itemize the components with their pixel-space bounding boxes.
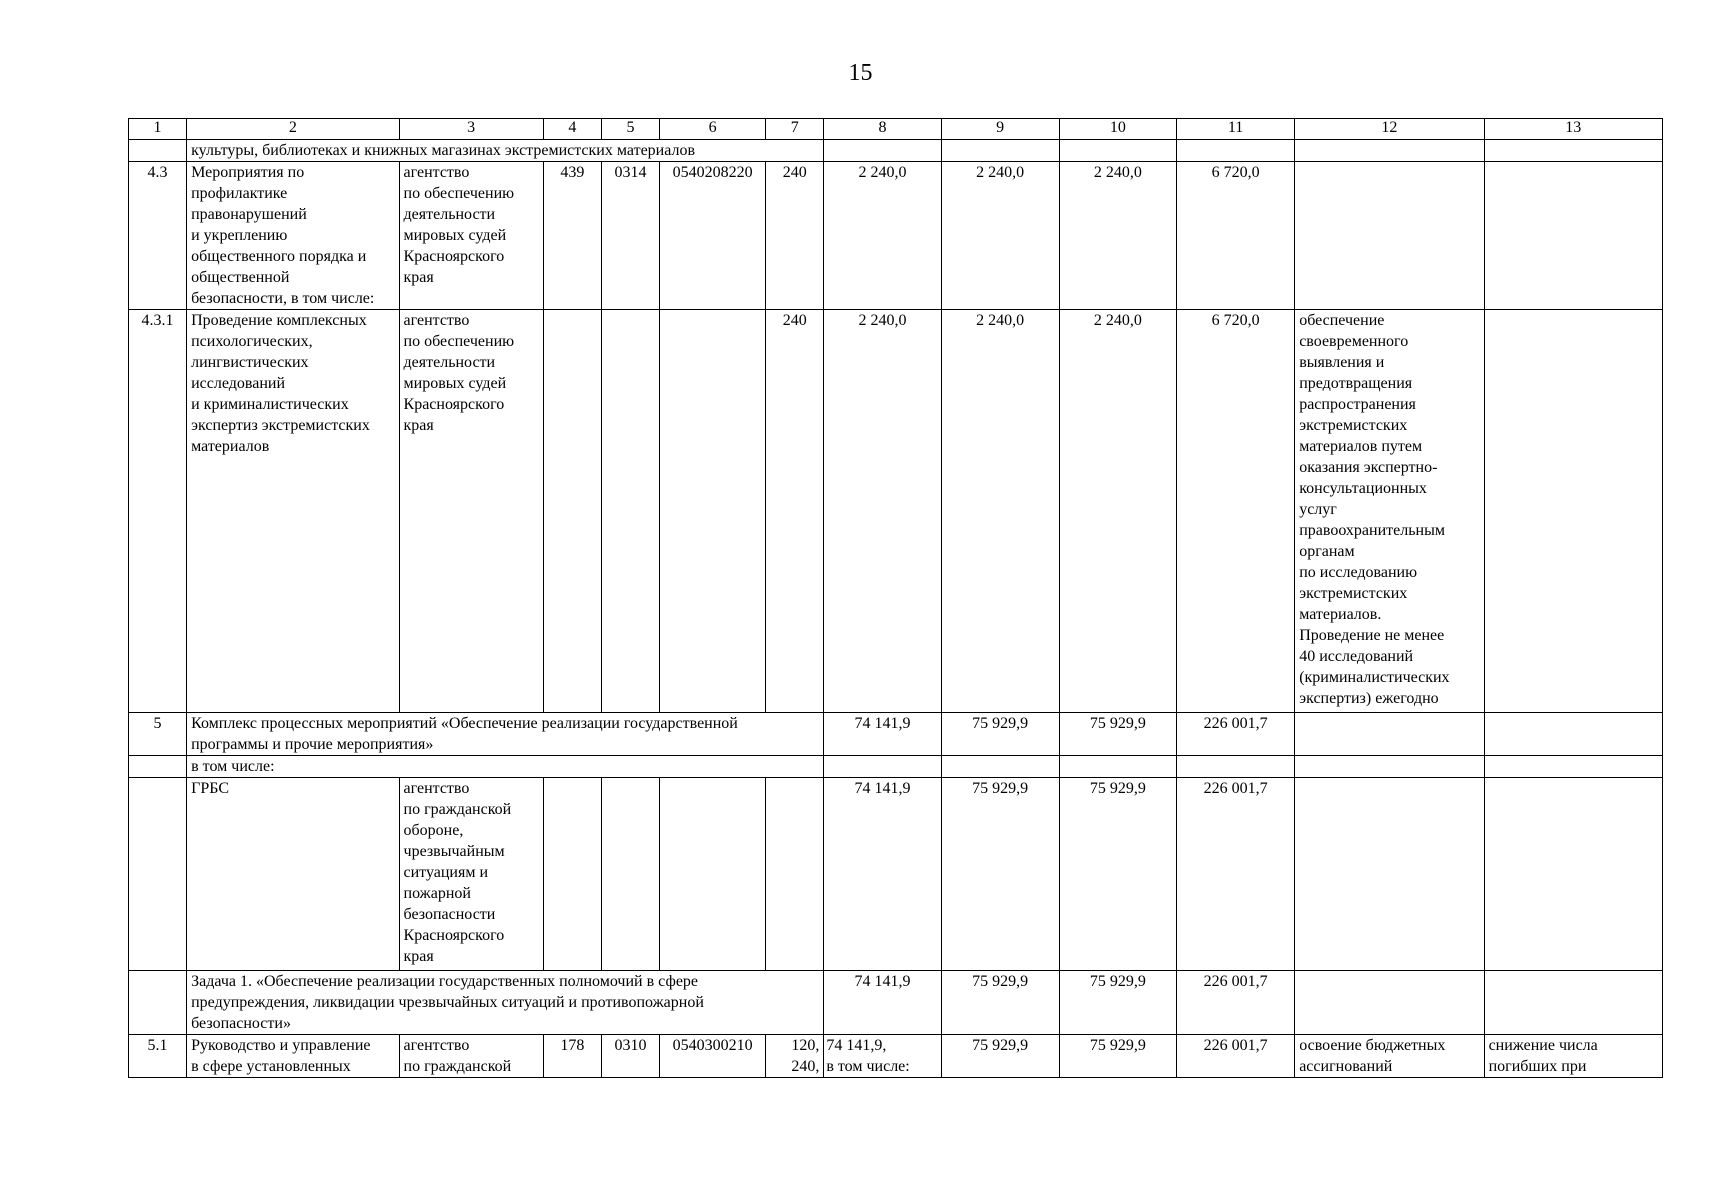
cell-year2: 2 240,0 bbox=[941, 310, 1059, 713]
agency-name: агентство по обеспечению деятельности мировых судей Красноярского края bbox=[399, 162, 543, 310]
cell-grbs-code bbox=[543, 310, 601, 713]
col-header: 11 bbox=[1176, 119, 1294, 140]
cell-year2: 2 240,0 bbox=[941, 162, 1059, 310]
cell-year2: 75 929,9 bbox=[941, 971, 1059, 1035]
cell-year1: 74 141,9 bbox=[824, 778, 941, 971]
cell-year3: 75 929,9 bbox=[1059, 971, 1176, 1035]
row-number: 5.1 bbox=[129, 1035, 187, 1078]
col-header: 12 bbox=[1295, 119, 1484, 140]
cell-total: 6 720,0 bbox=[1176, 162, 1294, 310]
complex-title: Комплекс процессных мероприятий «Обеспечение реализации государственной программы и прочие мероприятия» bbox=[187, 713, 824, 756]
agency-name: агентство по гражданской обороне, чрезвычайным ситуациям и пожарной безопасности Красноярского края bbox=[399, 778, 543, 971]
cell-total: 226 001,7 bbox=[1176, 971, 1294, 1035]
cell-year2: 75 929,9 bbox=[941, 1035, 1059, 1078]
cell-expense-code: 240 bbox=[766, 310, 824, 713]
cell-year1: 74 141,9 bbox=[824, 971, 941, 1035]
continuation-row bbox=[129, 140, 1663, 162]
col-header: 10 bbox=[1059, 119, 1176, 140]
cell-expense-code: 240 bbox=[766, 162, 824, 310]
including-label: в том числе: bbox=[187, 756, 824, 778]
cell-grbs-code: 178 bbox=[543, 1035, 601, 1078]
cell-total: 226 001,7 bbox=[1176, 778, 1294, 971]
col-header: 5 bbox=[601, 119, 659, 140]
measure-name: Мероприятия по профилактике правонарушений и укреплению общественного порядка и общественной безопасности, в том числе: bbox=[187, 162, 399, 310]
table-row bbox=[129, 756, 1663, 778]
task-title: Задача 1. «Обеспечение реализации государственных полномочий в сфере предупреждения, ликвидации чрезвычайных ситуаций и противопожарной безопасности» bbox=[187, 971, 824, 1035]
col-header: 4 bbox=[543, 119, 601, 140]
cell-indicator: снижение числа погибших при bbox=[1484, 1035, 1662, 1078]
cell-year1: 2 240,0 bbox=[824, 310, 941, 713]
col-header: 3 bbox=[399, 119, 543, 140]
cell-section-code: 0310 bbox=[601, 1035, 659, 1078]
agency-name: агентство по обеспечению деятельности мировых судей Красноярского края bbox=[399, 310, 543, 713]
cell-section-code: 0314 bbox=[601, 162, 659, 310]
col-header: 1 bbox=[129, 119, 187, 140]
column-numbers-row bbox=[129, 119, 1663, 140]
table-row bbox=[129, 778, 1663, 971]
cell-target-code: 0540300210 bbox=[660, 1035, 766, 1078]
page-number: 15 bbox=[848, 60, 873, 86]
col-header: 7 bbox=[766, 119, 824, 140]
cell-year2: 75 929,9 bbox=[941, 713, 1059, 756]
table-row bbox=[129, 971, 1663, 1035]
cell-total: 226 001,7 bbox=[1176, 1035, 1294, 1078]
cell-indicator bbox=[1484, 162, 1662, 310]
col-header: 8 bbox=[824, 119, 941, 140]
row-number: 5 bbox=[129, 713, 187, 756]
measure-name: Руководство и управление в сфере установленных bbox=[187, 1035, 399, 1078]
cell-year3: 75 929,9 bbox=[1059, 1035, 1176, 1078]
col-header: 6 bbox=[660, 119, 766, 140]
cell-year1: 74 141,9 bbox=[824, 713, 941, 756]
row-number: 4.3 bbox=[129, 162, 187, 310]
table-row bbox=[129, 162, 1663, 310]
cell-total: 6 720,0 bbox=[1176, 310, 1294, 713]
cell-year3: 75 929,9 bbox=[1059, 778, 1176, 971]
col-header: 9 bbox=[941, 119, 1059, 140]
cell-year3: 2 240,0 bbox=[1059, 310, 1176, 713]
cell-total: 226 001,7 bbox=[1176, 713, 1294, 756]
cell-year1: 74 141,9, в том числе: bbox=[824, 1035, 941, 1078]
cell-year2: 75 929,9 bbox=[941, 778, 1059, 971]
program-table bbox=[128, 118, 1663, 1078]
cell-year3: 2 240,0 bbox=[1059, 162, 1176, 310]
cell-expense-code: 120, 240, bbox=[766, 1035, 824, 1078]
cell-grbs-code: 439 bbox=[543, 162, 601, 310]
cell-target-code bbox=[660, 310, 766, 713]
table-row bbox=[129, 310, 1663, 713]
continuation-text: культуры, библиотеках и книжных магазинах экстремистских материалов bbox=[187, 140, 824, 162]
measure-name: Проведение комплексных психологических, лингвистических исследований и криминалистических экспертиз экстремистских материалов bbox=[187, 310, 399, 713]
cell-year1: 2 240,0 bbox=[824, 162, 941, 310]
agency-name: агентство по гражданской bbox=[399, 1035, 543, 1078]
cell-indicator bbox=[1484, 310, 1662, 713]
grbs-label: ГРБС bbox=[187, 778, 399, 971]
row-number: 4.3.1 bbox=[129, 310, 187, 713]
table-row bbox=[129, 713, 1663, 756]
table-row bbox=[129, 1035, 1663, 1078]
col-header: 2 bbox=[187, 119, 399, 140]
col-header: 13 bbox=[1484, 119, 1662, 140]
cell-section-code bbox=[601, 310, 659, 713]
cell-target-code: 0540208220 bbox=[660, 162, 766, 310]
cell-result bbox=[1295, 162, 1484, 310]
cell-result: обеспечение своевременного выявления и предотвращения распространения экстремистских материалов путем оказания экспертно- консультационных услуг правоохранительным органам по исследованию экстремистских материалов. Проведение не менее 40 исследований (криминалистических экспертиз) ежегодно bbox=[1295, 310, 1484, 713]
cell-result: освоение бюджетных ассигнований bbox=[1295, 1035, 1484, 1078]
cell-year3: 75 929,9 bbox=[1059, 713, 1176, 756]
